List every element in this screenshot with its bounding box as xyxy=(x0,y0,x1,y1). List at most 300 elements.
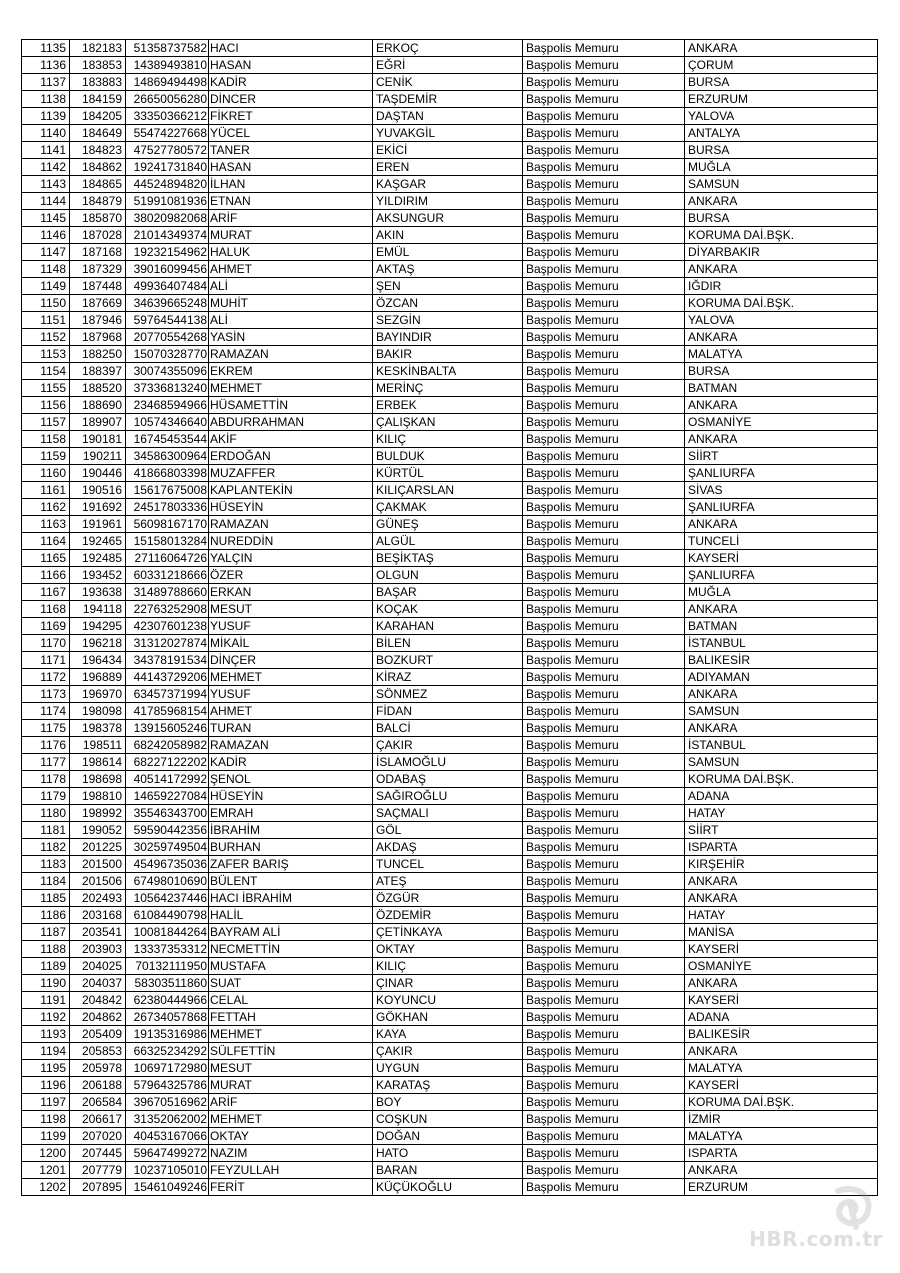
sicil-number-cell: 202493 xyxy=(70,890,126,907)
row-number-cell: 1169 xyxy=(22,618,70,635)
rank-cell: Başpolis Memuru xyxy=(523,142,685,159)
city-cell: SİVAS xyxy=(685,482,878,499)
city-cell: ANKARA xyxy=(685,261,878,278)
table-row xyxy=(22,261,878,278)
rank-cell: Başpolis Memuru xyxy=(523,57,685,74)
row-number-cell: 1142 xyxy=(22,159,70,176)
last-name-cell: BOZKURT xyxy=(373,652,523,669)
last-name-cell: BAYINDIR xyxy=(373,329,523,346)
city-cell: BURSA xyxy=(685,142,878,159)
rank-cell: Başpolis Memuru xyxy=(523,1179,685,1196)
tc-number-cell: 10564237446 xyxy=(126,890,209,907)
last-name-cell: SÖNMEZ xyxy=(373,686,523,703)
city-cell: ANKARA xyxy=(685,397,878,414)
first-name-cell: MURAT xyxy=(209,1077,373,1094)
table-row xyxy=(22,312,878,329)
table-row xyxy=(22,584,878,601)
first-name-cell: MUZAFFER xyxy=(209,465,373,482)
table-row xyxy=(22,975,878,992)
first-name-cell: FİKRET xyxy=(209,108,373,125)
table-row xyxy=(22,380,878,397)
rank-cell: Başpolis Memuru xyxy=(523,176,685,193)
first-name-cell: ABDURRAHMAN xyxy=(209,414,373,431)
tc-number-cell: 51991081936 xyxy=(126,193,209,210)
first-name-cell: HÜSAMETTİN xyxy=(209,397,373,414)
city-cell: ANKARA xyxy=(685,890,878,907)
row-number-cell: 1189 xyxy=(22,958,70,975)
row-number-cell: 1167 xyxy=(22,584,70,601)
row-number-cell: 1140 xyxy=(22,125,70,142)
tc-number-cell: 59764544138 xyxy=(126,312,209,329)
sicil-number-cell: 184205 xyxy=(70,108,126,125)
city-cell: MANİSA xyxy=(685,924,878,941)
tc-number-cell: 13915605246 xyxy=(126,720,209,737)
table-row xyxy=(22,737,878,754)
last-name-cell: YILDIRIM xyxy=(373,193,523,210)
tc-number-cell: 15070328770 xyxy=(126,346,209,363)
first-name-cell: SUAT xyxy=(209,975,373,992)
sicil-number-cell: 183883 xyxy=(70,74,126,91)
city-cell: İSTANBUL xyxy=(685,737,878,754)
last-name-cell: KAŞGAR xyxy=(373,176,523,193)
city-cell: MUĞLA xyxy=(685,584,878,601)
rank-cell: Başpolis Memuru xyxy=(523,1162,685,1179)
last-name-cell: ŞEN xyxy=(373,278,523,295)
city-cell: BURSA xyxy=(685,74,878,91)
first-name-cell: MUSTAFA xyxy=(209,958,373,975)
first-name-cell: RAMAZAN xyxy=(209,737,373,754)
table-row xyxy=(22,227,878,244)
sicil-number-cell: 196218 xyxy=(70,635,126,652)
last-name-cell: BARAN xyxy=(373,1162,523,1179)
city-cell: MALATYA xyxy=(685,346,878,363)
rank-cell: Başpolis Memuru xyxy=(523,108,685,125)
sicil-number-cell: 205978 xyxy=(70,1060,126,1077)
last-name-cell: İSLAMOĞLU xyxy=(373,754,523,771)
city-cell: ISPARTA xyxy=(685,1145,878,1162)
sicil-number-cell: 204037 xyxy=(70,975,126,992)
city-cell: BATMAN xyxy=(685,618,878,635)
rank-cell: Başpolis Memuru xyxy=(523,448,685,465)
table-row xyxy=(22,516,878,533)
first-name-cell: MEHMET xyxy=(209,1111,373,1128)
sicil-number-cell: 194118 xyxy=(70,601,126,618)
rank-cell: Başpolis Memuru xyxy=(523,227,685,244)
city-cell: ADANA xyxy=(685,1009,878,1026)
first-name-cell: MUHİT xyxy=(209,295,373,312)
last-name-cell: KÜRTÜL xyxy=(373,465,523,482)
tc-number-cell: 24517803336 xyxy=(126,499,209,516)
sicil-number-cell: 190446 xyxy=(70,465,126,482)
last-name-cell: MERİNÇ xyxy=(373,380,523,397)
city-cell: ANKARA xyxy=(685,1162,878,1179)
first-name-cell: MEHMET xyxy=(209,669,373,686)
table-row xyxy=(22,108,878,125)
first-name-cell: ARİF xyxy=(209,1094,373,1111)
sicil-number-cell: 204862 xyxy=(70,1009,126,1026)
table-row xyxy=(22,941,878,958)
table-row xyxy=(22,1111,878,1128)
sicil-number-cell: 203903 xyxy=(70,941,126,958)
sicil-number-cell: 198992 xyxy=(70,805,126,822)
city-cell: SAMSUN xyxy=(685,703,878,720)
last-name-cell: AKDAŞ xyxy=(373,839,523,856)
table-row xyxy=(22,805,878,822)
last-name-cell: YUVAKGİL xyxy=(373,125,523,142)
last-name-cell: BAKIR xyxy=(373,346,523,363)
last-name-cell: ÖZDEMİR xyxy=(373,907,523,924)
rank-cell: Başpolis Memuru xyxy=(523,414,685,431)
sicil-number-cell: 184159 xyxy=(70,91,126,108)
tc-number-cell: 23468594966 xyxy=(126,397,209,414)
last-name-cell: BAŞAR xyxy=(373,584,523,601)
table-row xyxy=(22,414,878,431)
last-name-cell: SAĞIROĞLU xyxy=(373,788,523,805)
rank-cell: Başpolis Memuru xyxy=(523,941,685,958)
rank-cell: Başpolis Memuru xyxy=(523,1077,685,1094)
last-name-cell: DOĞAN xyxy=(373,1128,523,1145)
table-row xyxy=(22,1060,878,1077)
sicil-number-cell: 191961 xyxy=(70,516,126,533)
first-name-cell: BURHAN xyxy=(209,839,373,856)
tc-number-cell: 10574346640 xyxy=(126,414,209,431)
tc-number-cell: 10081844264 xyxy=(126,924,209,941)
last-name-cell: EMÜL xyxy=(373,244,523,261)
sicil-number-cell: 198098 xyxy=(70,703,126,720)
rank-cell: Başpolis Memuru xyxy=(523,635,685,652)
tc-number-cell: 26734057868 xyxy=(126,1009,209,1026)
city-cell: KAYSERİ xyxy=(685,941,878,958)
table-body xyxy=(22,40,878,1196)
table-row xyxy=(22,465,878,482)
row-number-cell: 1155 xyxy=(22,380,70,397)
row-number-cell: 1138 xyxy=(22,91,70,108)
first-name-cell: ERKAN xyxy=(209,584,373,601)
city-cell: ANKARA xyxy=(685,720,878,737)
first-name-cell: MESUT xyxy=(209,601,373,618)
table-row xyxy=(22,992,878,1009)
tc-number-cell: 59590442356 xyxy=(126,822,209,839)
row-number-cell: 1181 xyxy=(22,822,70,839)
last-name-cell: KILIÇARSLAN xyxy=(373,482,523,499)
rank-cell: Başpolis Memuru xyxy=(523,992,685,1009)
first-name-cell: HÜSEYİN xyxy=(209,788,373,805)
first-name-cell: OKTAY xyxy=(209,1128,373,1145)
first-name-cell: SÜLFETTİN xyxy=(209,1043,373,1060)
row-number-cell: 1135 xyxy=(22,40,70,57)
first-name-cell: YASİN xyxy=(209,329,373,346)
rank-cell: Başpolis Memuru xyxy=(523,533,685,550)
row-number-cell: 1180 xyxy=(22,805,70,822)
row-number-cell: 1152 xyxy=(22,329,70,346)
row-number-cell: 1182 xyxy=(22,839,70,856)
rank-cell: Başpolis Memuru xyxy=(523,210,685,227)
first-name-cell: İLHAN xyxy=(209,176,373,193)
rank-cell: Başpolis Memuru xyxy=(523,363,685,380)
row-number-cell: 1158 xyxy=(22,431,70,448)
first-name-cell: RAMAZAN xyxy=(209,346,373,363)
table-row xyxy=(22,193,878,210)
table-row xyxy=(22,346,878,363)
sicil-number-cell: 198511 xyxy=(70,737,126,754)
table-row xyxy=(22,363,878,380)
first-name-cell: ERDOĞAN xyxy=(209,448,373,465)
row-number-cell: 1150 xyxy=(22,295,70,312)
table-row xyxy=(22,601,878,618)
row-number-cell: 1171 xyxy=(22,652,70,669)
row-number-cell: 1184 xyxy=(22,873,70,890)
city-cell: YALOVA xyxy=(685,312,878,329)
tc-number-cell: 41866803398 xyxy=(126,465,209,482)
last-name-cell: ÇINAR xyxy=(373,975,523,992)
tc-number-cell: 19232154962 xyxy=(126,244,209,261)
rank-cell: Başpolis Memuru xyxy=(523,890,685,907)
row-number-cell: 1157 xyxy=(22,414,70,431)
city-cell: ANKARA xyxy=(685,40,878,57)
row-number-cell: 1149 xyxy=(22,278,70,295)
sicil-number-cell: 206188 xyxy=(70,1077,126,1094)
row-number-cell: 1164 xyxy=(22,533,70,550)
table-row xyxy=(22,618,878,635)
first-name-cell: MESUT xyxy=(209,1060,373,1077)
row-number-cell: 1165 xyxy=(22,550,70,567)
first-name-cell: BÜLENT xyxy=(209,873,373,890)
tc-number-cell: 30074355096 xyxy=(126,363,209,380)
tc-number-cell: 14869494498 xyxy=(126,74,209,91)
rank-cell: Başpolis Memuru xyxy=(523,822,685,839)
rank-cell: Başpolis Memuru xyxy=(523,193,685,210)
first-name-cell: TANER xyxy=(209,142,373,159)
first-name-cell: BAYRAM ALİ xyxy=(209,924,373,941)
last-name-cell: KİRAZ xyxy=(373,669,523,686)
row-number-cell: 1179 xyxy=(22,788,70,805)
row-number-cell: 1163 xyxy=(22,516,70,533)
rank-cell: Başpolis Memuru xyxy=(523,125,685,142)
last-name-cell: OKTAY xyxy=(373,941,523,958)
last-name-cell: ÖZGÜR xyxy=(373,890,523,907)
rank-cell: Başpolis Memuru xyxy=(523,720,685,737)
tc-number-cell: 61084490798 xyxy=(126,907,209,924)
row-number-cell: 1191 xyxy=(22,992,70,1009)
table-row xyxy=(22,431,878,448)
tc-number-cell: 59647499272 xyxy=(126,1145,209,1162)
last-name-cell: TUNCEL xyxy=(373,856,523,873)
table-row xyxy=(22,142,878,159)
row-number-cell: 1172 xyxy=(22,669,70,686)
sicil-number-cell: 190516 xyxy=(70,482,126,499)
tc-number-cell: 31489788660 xyxy=(126,584,209,601)
row-number-cell: 1170 xyxy=(22,635,70,652)
rank-cell: Başpolis Memuru xyxy=(523,329,685,346)
last-name-cell: GÜNEŞ xyxy=(373,516,523,533)
row-number-cell: 1178 xyxy=(22,771,70,788)
city-cell: KORUMA DAİ.BŞK. xyxy=(685,227,878,244)
city-cell: KIRŞEHİR xyxy=(685,856,878,873)
table-row xyxy=(22,550,878,567)
row-number-cell: 1199 xyxy=(22,1128,70,1145)
row-number-cell: 1139 xyxy=(22,108,70,125)
sicil-number-cell: 205409 xyxy=(70,1026,126,1043)
last-name-cell: ODABAŞ xyxy=(373,771,523,788)
tc-number-cell: 57964325786 xyxy=(126,1077,209,1094)
last-name-cell: BEŞİKTAŞ xyxy=(373,550,523,567)
first-name-cell: MEHMET xyxy=(209,380,373,397)
rank-cell: Başpolis Memuru xyxy=(523,567,685,584)
first-name-cell: HALİL xyxy=(209,907,373,924)
last-name-cell: ALGÜL xyxy=(373,533,523,550)
rank-cell: Başpolis Memuru xyxy=(523,499,685,516)
sicil-number-cell: 196889 xyxy=(70,669,126,686)
city-cell: MALATYA xyxy=(685,1128,878,1145)
rank-cell: Başpolis Memuru xyxy=(523,924,685,941)
last-name-cell: KARATAŞ xyxy=(373,1077,523,1094)
row-number-cell: 1148 xyxy=(22,261,70,278)
tc-number-cell: 21014349374 xyxy=(126,227,209,244)
sicil-number-cell: 206617 xyxy=(70,1111,126,1128)
rank-cell: Başpolis Memuru xyxy=(523,1145,685,1162)
table-row xyxy=(22,720,878,737)
first-name-cell: ALİ xyxy=(209,278,373,295)
city-cell: KAYSERİ xyxy=(685,550,878,567)
sicil-number-cell: 188397 xyxy=(70,363,126,380)
last-name-cell: CENİK xyxy=(373,74,523,91)
tc-number-cell: 10697172980 xyxy=(126,1060,209,1077)
personnel-list-sheet xyxy=(21,39,877,1196)
first-name-cell: DİNCER xyxy=(209,91,373,108)
tc-number-cell: 14389493810 xyxy=(126,57,209,74)
first-name-cell: YUSUF xyxy=(209,618,373,635)
table-row xyxy=(22,397,878,414)
sicil-number-cell: 196434 xyxy=(70,652,126,669)
tc-number-cell: 63457371994 xyxy=(126,686,209,703)
rank-cell: Başpolis Memuru xyxy=(523,550,685,567)
table-row xyxy=(22,924,878,941)
sicil-number-cell: 188520 xyxy=(70,380,126,397)
rank-cell: Başpolis Memuru xyxy=(523,873,685,890)
tc-number-cell: 58303511860 xyxy=(126,975,209,992)
tc-number-cell: 68227122202 xyxy=(126,754,209,771)
tc-number-cell: 37336813240 xyxy=(126,380,209,397)
sicil-number-cell: 192485 xyxy=(70,550,126,567)
sicil-number-cell: 196970 xyxy=(70,686,126,703)
sicil-number-cell: 188690 xyxy=(70,397,126,414)
sicil-number-cell: 193452 xyxy=(70,567,126,584)
row-number-cell: 1156 xyxy=(22,397,70,414)
sicil-number-cell: 188250 xyxy=(70,346,126,363)
city-cell: SİİRT xyxy=(685,822,878,839)
rank-cell: Başpolis Memuru xyxy=(523,40,685,57)
city-cell: IĞDIR xyxy=(685,278,878,295)
sicil-number-cell: 198698 xyxy=(70,771,126,788)
tc-number-cell: 15158013284 xyxy=(126,533,209,550)
city-cell: ŞANLIURFA xyxy=(685,499,878,516)
city-cell: ANTALYA xyxy=(685,125,878,142)
table-row xyxy=(22,686,878,703)
last-name-cell: AKTAŞ xyxy=(373,261,523,278)
city-cell: KAYSERİ xyxy=(685,1077,878,1094)
sicil-number-cell: 185870 xyxy=(70,210,126,227)
rank-cell: Başpolis Memuru xyxy=(523,465,685,482)
first-name-cell: FERİT xyxy=(209,1179,373,1196)
row-number-cell: 1192 xyxy=(22,1009,70,1026)
first-name-cell: EMRAH xyxy=(209,805,373,822)
city-cell: İZMİR xyxy=(685,1111,878,1128)
row-number-cell: 1176 xyxy=(22,737,70,754)
first-name-cell: RAMAZAN xyxy=(209,516,373,533)
last-name-cell: KAYA xyxy=(373,1026,523,1043)
table-row xyxy=(22,278,878,295)
table-row xyxy=(22,1145,878,1162)
first-name-cell: KAPLANTEKİN xyxy=(209,482,373,499)
first-name-cell: NUREDDİN xyxy=(209,533,373,550)
tc-number-cell: 60331218666 xyxy=(126,567,209,584)
sicil-number-cell: 182183 xyxy=(70,40,126,57)
rank-cell: Başpolis Memuru xyxy=(523,686,685,703)
city-cell: ERZURUM xyxy=(685,1179,878,1196)
rank-cell: Başpolis Memuru xyxy=(523,397,685,414)
row-number-cell: 1146 xyxy=(22,227,70,244)
last-name-cell: EKİCİ xyxy=(373,142,523,159)
tc-number-cell: 67498010690 xyxy=(126,873,209,890)
row-number-cell: 1201 xyxy=(22,1162,70,1179)
row-number-cell: 1147 xyxy=(22,244,70,261)
table-row xyxy=(22,244,878,261)
row-number-cell: 1145 xyxy=(22,210,70,227)
city-cell: ŞANLIURFA xyxy=(685,465,878,482)
row-number-cell: 1188 xyxy=(22,941,70,958)
rank-cell: Başpolis Memuru xyxy=(523,1094,685,1111)
last-name-cell: KOÇAK xyxy=(373,601,523,618)
sicil-number-cell: 187448 xyxy=(70,278,126,295)
table-row xyxy=(22,57,878,74)
city-cell: İSTANBUL xyxy=(685,635,878,652)
last-name-cell: KARAHAN xyxy=(373,618,523,635)
table-row xyxy=(22,567,878,584)
city-cell: ANKARA xyxy=(685,873,878,890)
last-name-cell: OLGUN xyxy=(373,567,523,584)
first-name-cell: HALUK xyxy=(209,244,373,261)
tc-number-cell: 13337353312 xyxy=(126,941,209,958)
rank-cell: Başpolis Memuru xyxy=(523,380,685,397)
table-row xyxy=(22,839,878,856)
rank-cell: Başpolis Memuru xyxy=(523,975,685,992)
row-number-cell: 1144 xyxy=(22,193,70,210)
city-cell: SAMSUN xyxy=(685,176,878,193)
table-row xyxy=(22,210,878,227)
tc-number-cell: 14659227084 xyxy=(126,788,209,805)
table-row xyxy=(22,1077,878,1094)
sicil-number-cell: 203168 xyxy=(70,907,126,924)
first-name-cell: FETTAH xyxy=(209,1009,373,1026)
last-name-cell: UYGUN xyxy=(373,1060,523,1077)
city-cell: ANKARA xyxy=(685,193,878,210)
row-number-cell: 1196 xyxy=(22,1077,70,1094)
row-number-cell: 1173 xyxy=(22,686,70,703)
tc-number-cell: 39670516962 xyxy=(126,1094,209,1111)
table-row xyxy=(22,1026,878,1043)
first-name-cell: ETNAN xyxy=(209,193,373,210)
table-row xyxy=(22,176,878,193)
last-name-cell: ÇAKIR xyxy=(373,1043,523,1060)
tc-number-cell: 68242058982 xyxy=(126,737,209,754)
first-name-cell: HACI xyxy=(209,40,373,57)
table-row xyxy=(22,669,878,686)
tc-number-cell: 38020982068 xyxy=(126,210,209,227)
city-cell: SAMSUN xyxy=(685,754,878,771)
tc-number-cell: 19135316986 xyxy=(126,1026,209,1043)
last-name-cell: GÖKHAN xyxy=(373,1009,523,1026)
first-name-cell: HASAN xyxy=(209,57,373,74)
